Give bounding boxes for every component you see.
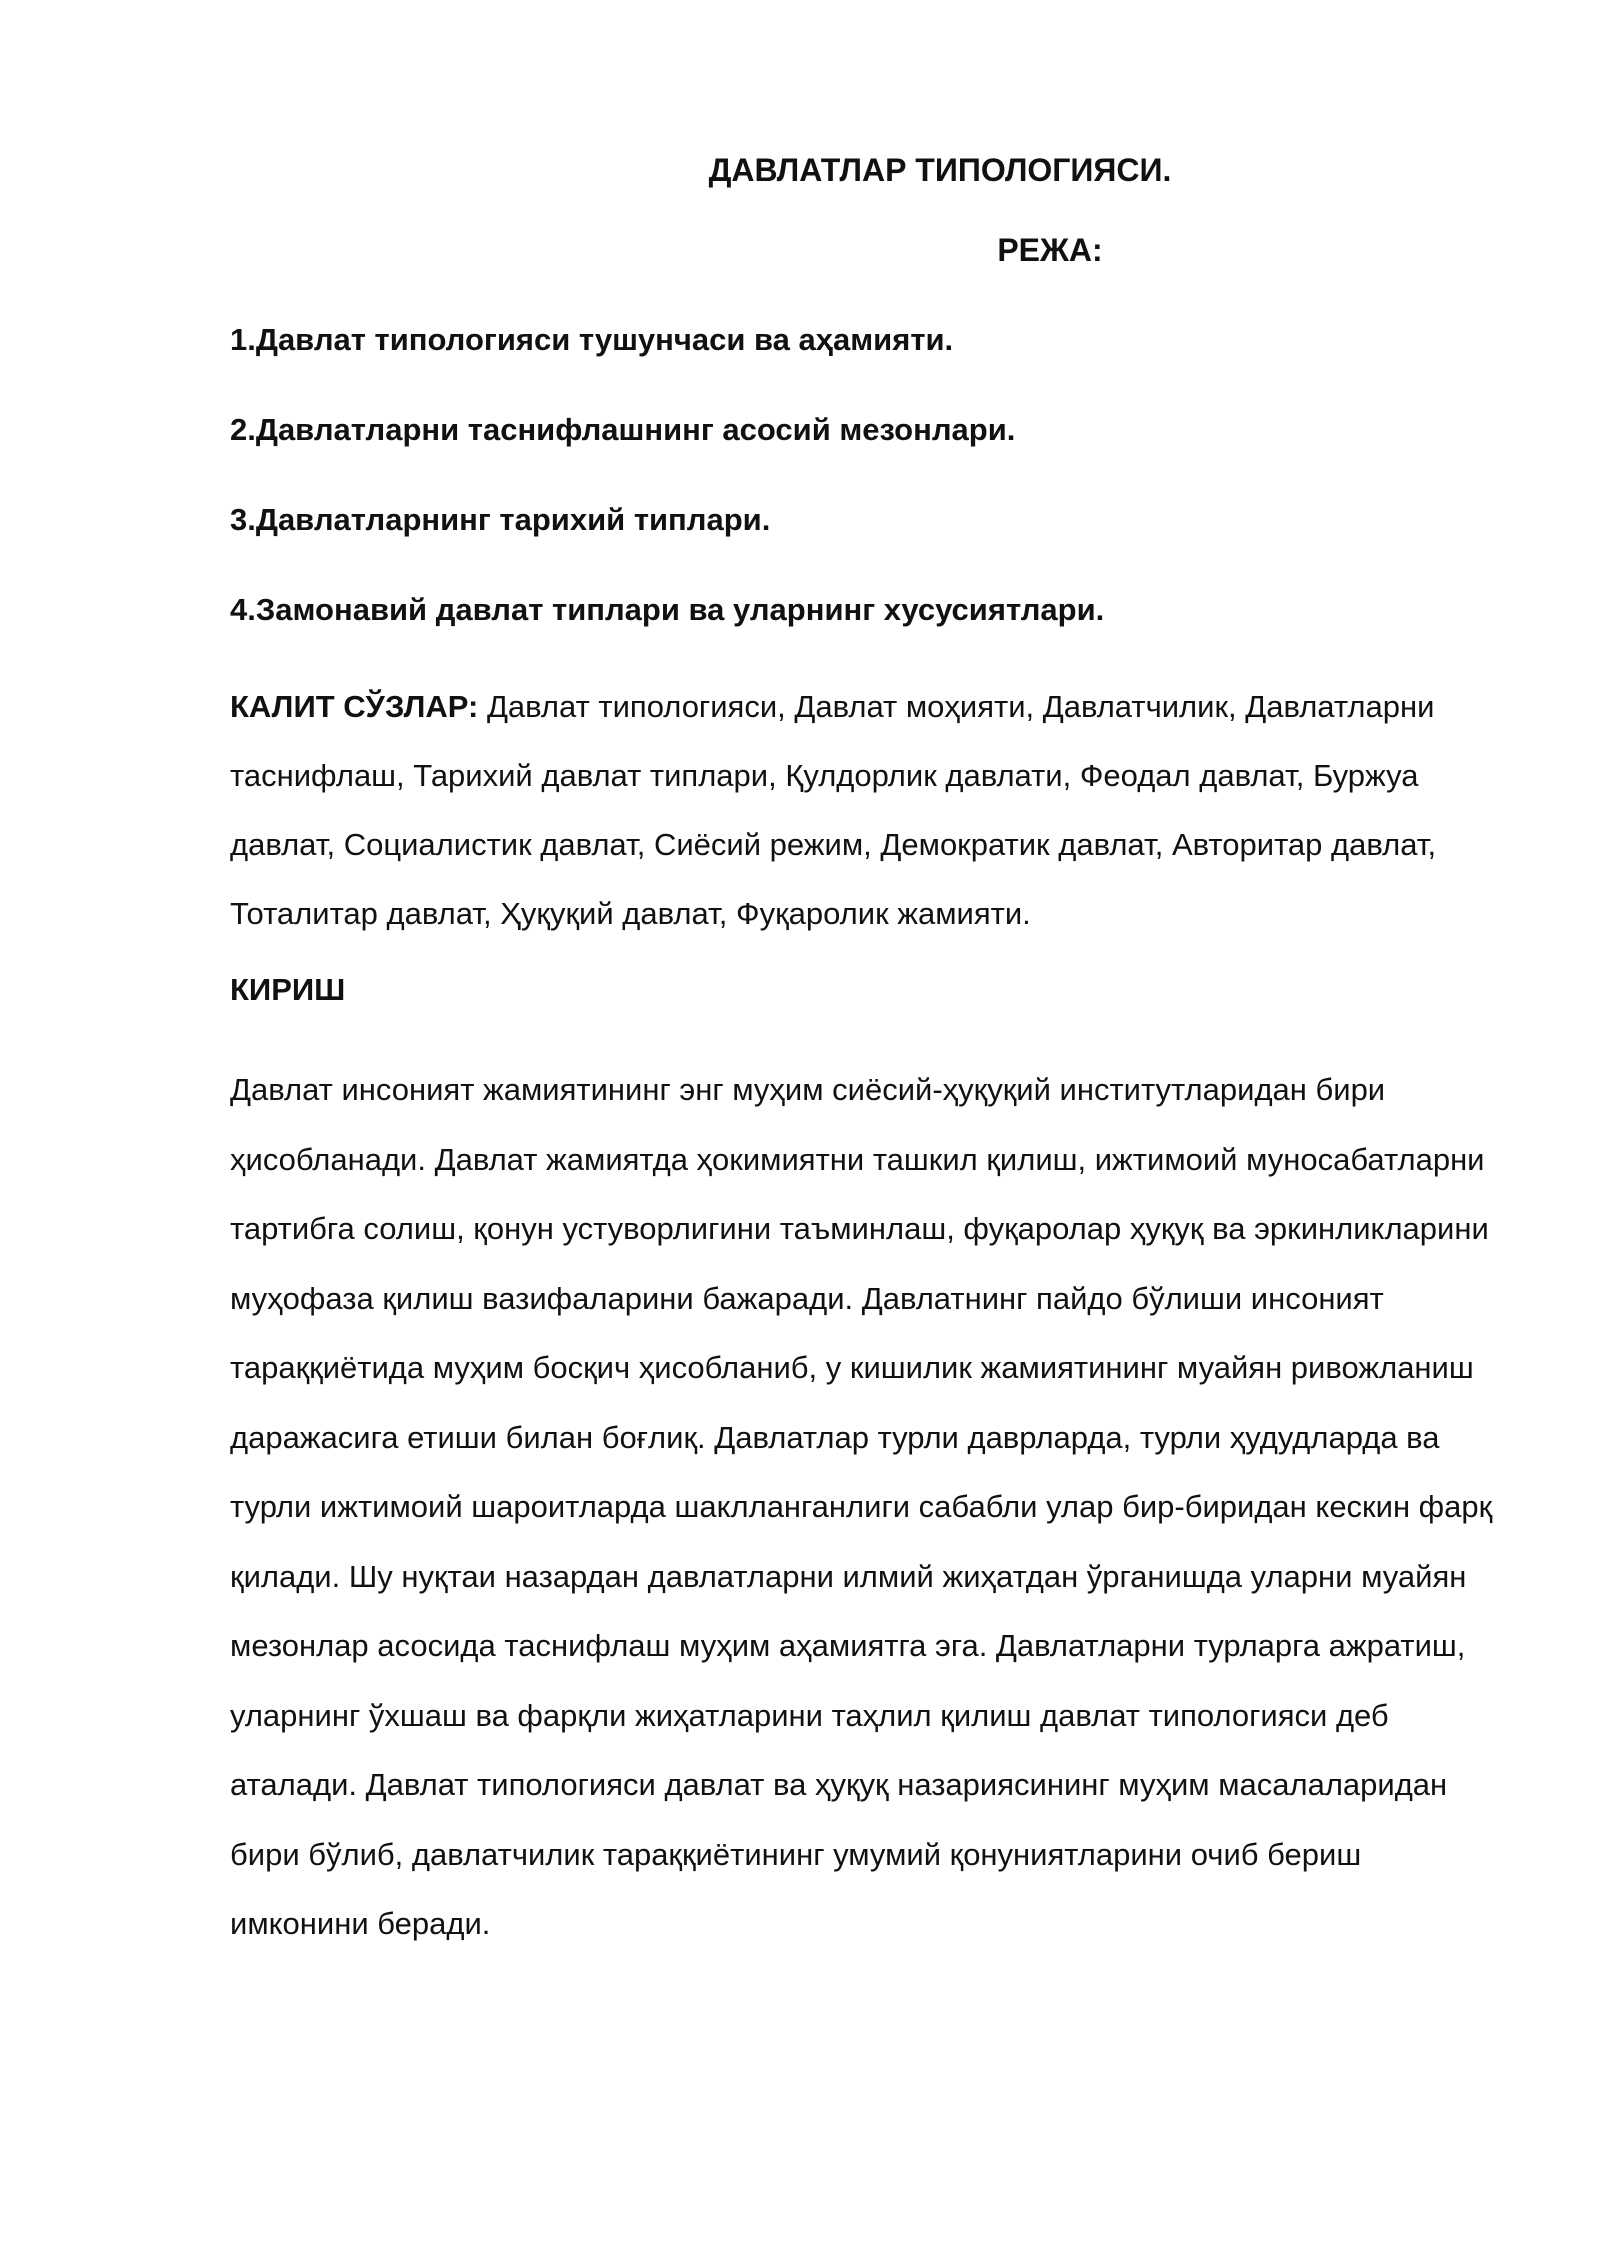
plan-list	[230, 320, 1500, 630]
document-title: ДАВЛАТЛАР ТИПОЛОГИЯСИ.	[708, 152, 1172, 188]
intro-heading: КИРИШ	[230, 972, 346, 1007]
keywords-text: Давлат типологияси, Давлат моҳияти, Давлатчилик, Давлатларни таснифлаш, Тарихий давлат типлари, Қулдорлик давлати, Феодал давлат, Буржуа давлат, Социалистик давлат, Сиёсий режим, Демократик давлат, Авторитар давлат, Тоталитар давлат, Ҳуқуқий давлат, Фуқаролик жамияти.	[230, 689, 1437, 931]
intro-paragraph: Давлат инсоният жамиятининг энг муҳим сиёсий-ҳуқуқий институтларидан бири ҳисобланади. Давлат жамиятда ҳокимиятни ташкил қилиш, ижтимоий муносабатларни тартибга солиш, қонун устуворлигини таъминлаш, фуқаролар ҳуқуқ ва эркинликларини муҳофаза қилиш вазифаларини бажаради. Давлатнинг пайдо бўлиши инсоният тараққиётида муҳим босқич ҳисобланиб, у кишилик жамиятининг муайян ривожланиш даражасига етиши билан боғлиқ. Давлатлар турли даврларда, турли ҳудудларда ва турли ижтимоий шароитларда шаклланганлиги сабабли улар бир-биридан кескин фарқ қилади. Шу нуқтаи назардан давлатларни илмий жиҳатдан ўрганишда уларни муайян мезонлар асосида таснифлаш муҳим аҳамиятга эга. Давлатларни турларга ажратиш, уларнинг ўхшаш ва фарқли жиҳатларини таҳлил қилиш давлат типологияси деб аталади. Давлат типологияси давлат ва ҳуқуқ назариясининг муҳим масалаларидан бири бўлиб, давлатчилик тараққиётининг умумий қонуниятларини очиб бериш имконини беради.	[230, 1072, 1493, 1941]
document-content	[230, 150, 1500, 1959]
plan-heading: РЕЖА:	[997, 232, 1103, 268]
plan-item: 1.Давлат типологияси тушунчаси ва аҳамияти.	[230, 322, 954, 357]
keywords-paragraph	[230, 672, 1500, 948]
plan-item: 4.Замонавий давлат типлари ва уларнинг хусусиятлари.	[230, 592, 1105, 627]
keywords-label: КАЛИТ СЎЗЛАР:	[230, 689, 479, 724]
plan-item: 3.Давлатларнинг тарихий типлари.	[230, 502, 771, 537]
plan-item: 2.Давлатларни таснифлашнинг асосий мезонлари.	[230, 412, 1016, 447]
